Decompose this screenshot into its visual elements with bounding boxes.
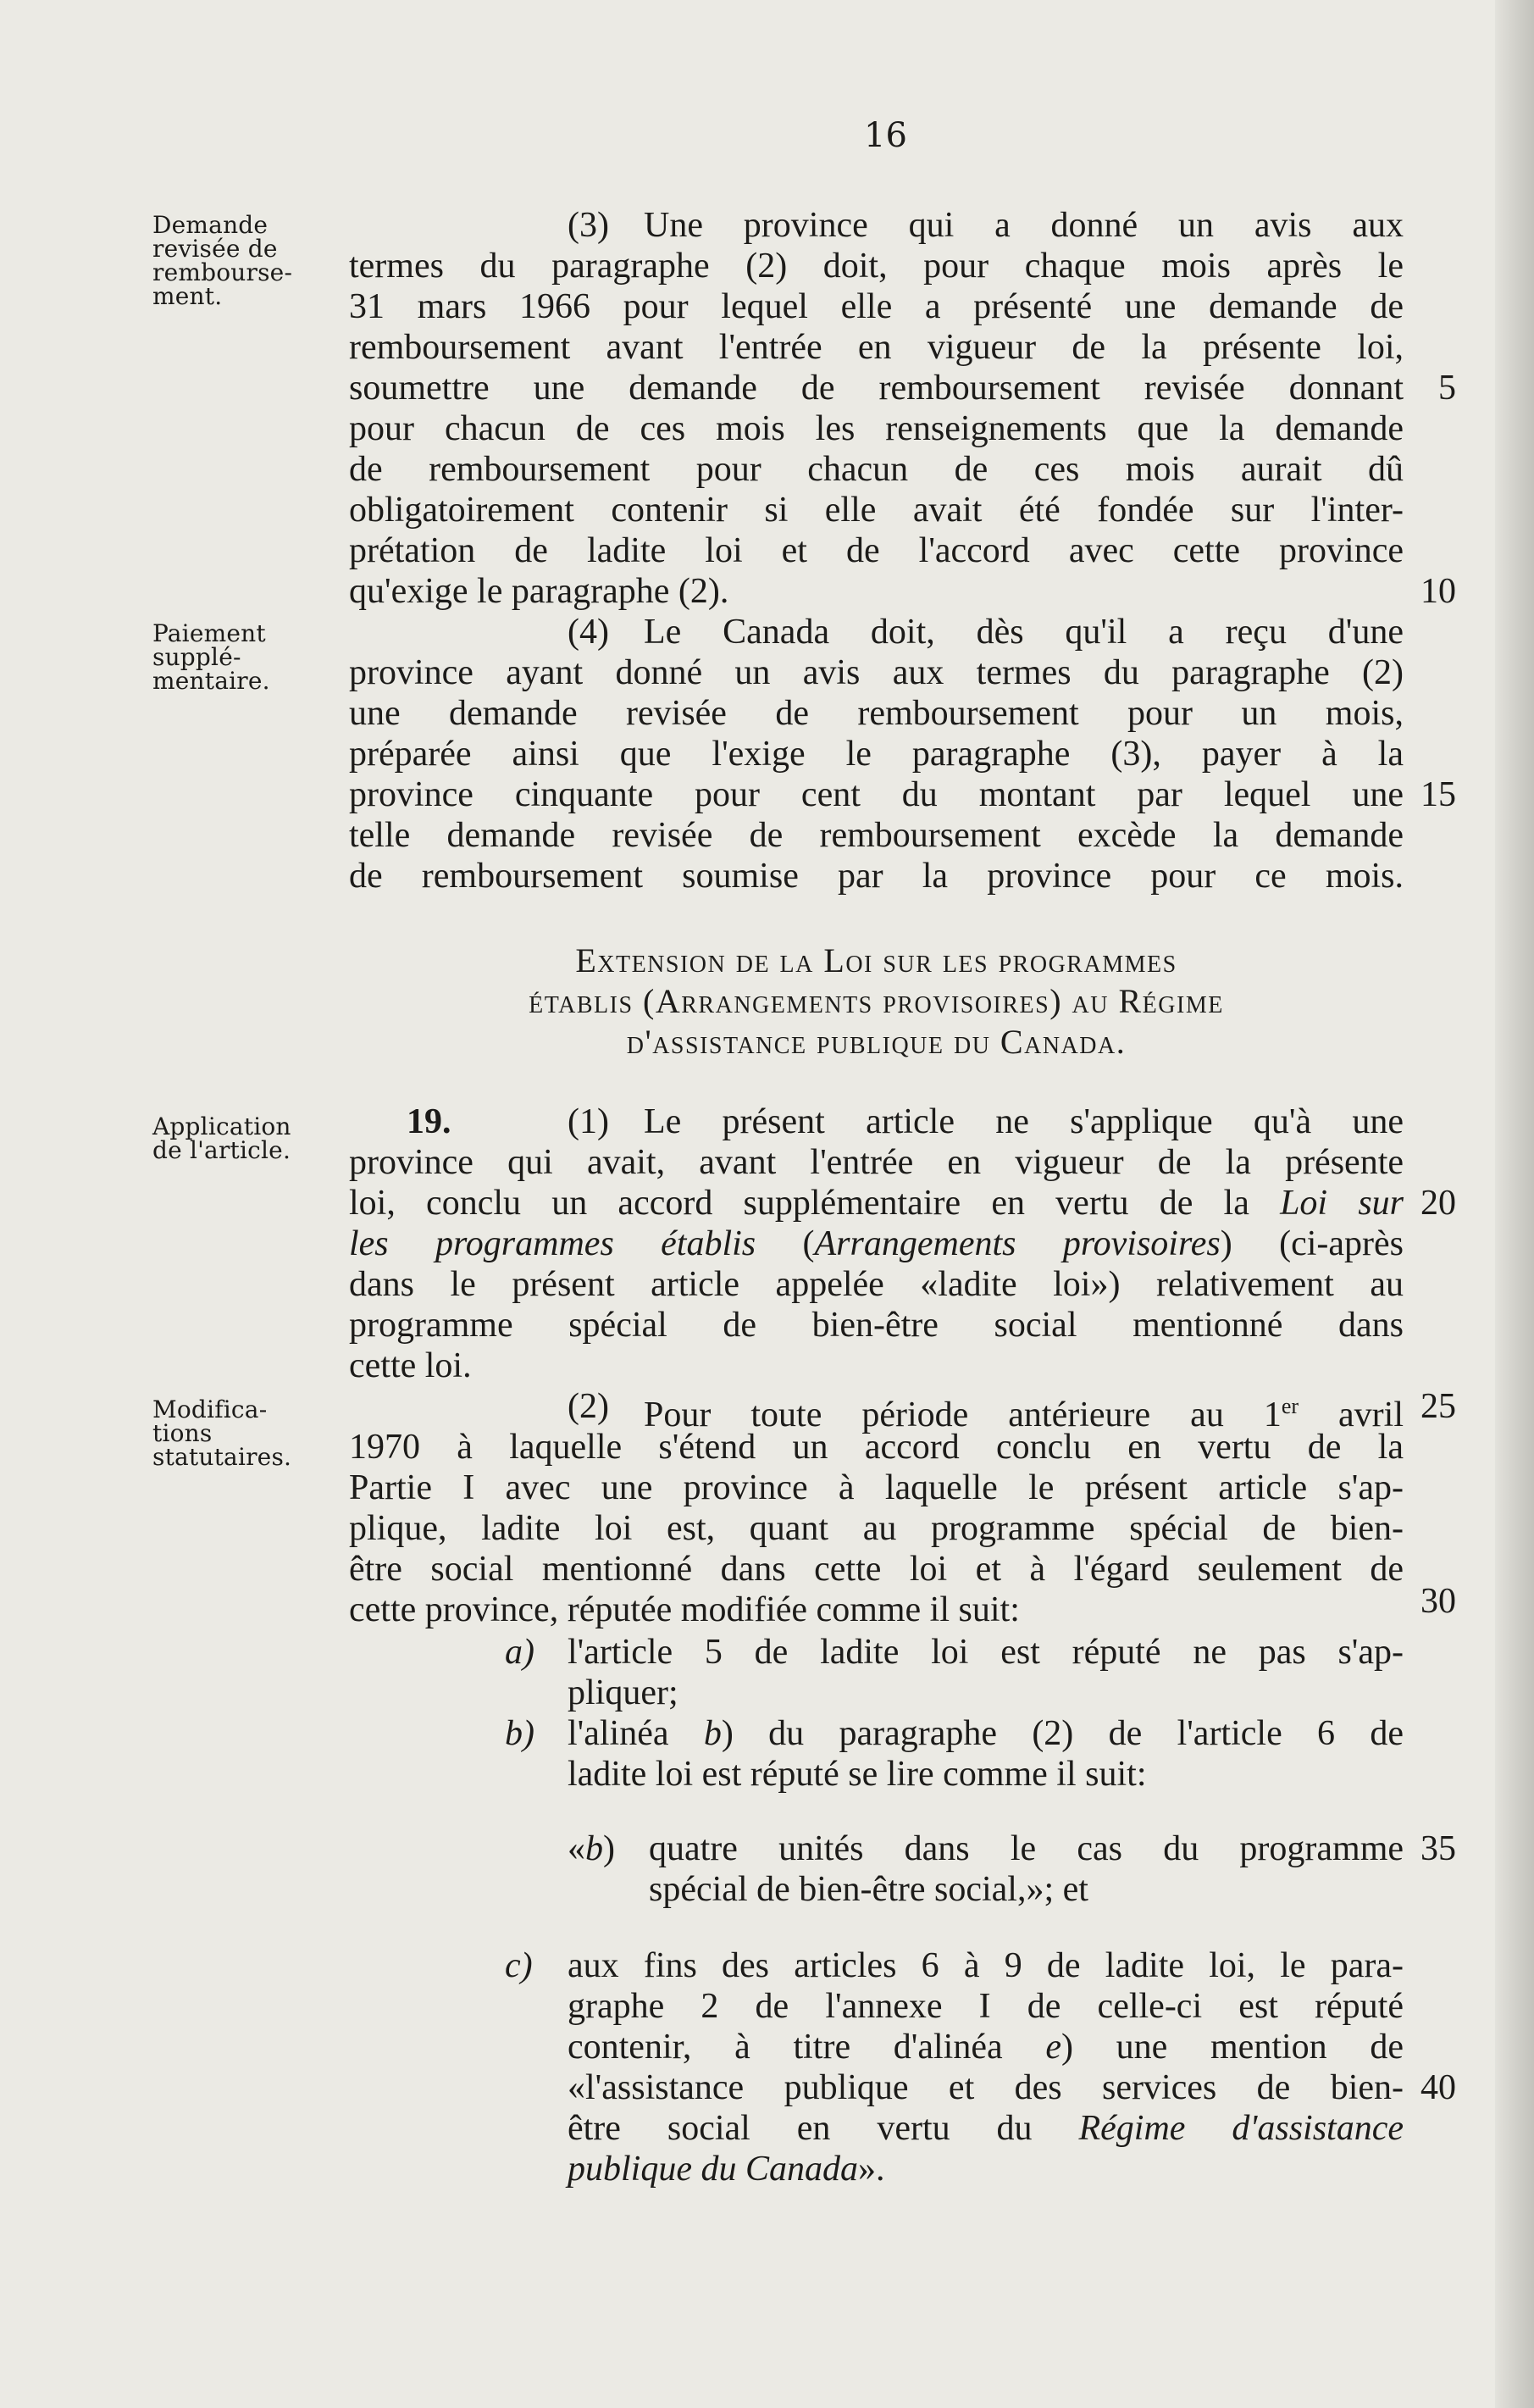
italic-span: Loi sur [1280,1184,1404,1223]
margin-note-line: mentaire. [152,667,270,695]
body-line: préparée ainsi que l'exige le paragraphe (3), payer à la [349,735,1404,774]
item-label: b) [505,1714,534,1753]
body-line: remboursement avant l'entrée en vigueur de la présente loi, [349,328,1404,367]
text-span: loi, conclu un accord supplémentaire en vertu de la [349,1184,1249,1223]
body-line: qu'exige le paragraphe (2). [349,572,729,611]
margin-note-line: Demande [152,211,269,239]
body-line: aux fins des articles 6 à 9 de ladite loi, le para- [568,1946,1404,1985]
text-span: ) du paragraphe (2) de l'article 6 de [721,1714,1404,1753]
margin-note-line: rembourse- [152,258,293,286]
item-label: c) [505,1946,533,1985]
italic-span: les programmes établis [349,1224,756,1263]
body-line [349,1183,1404,1223]
line-number: 35 [1420,1829,1456,1868]
line-number: 40 [1420,2068,1456,2107]
text-span: « [568,1829,585,1868]
body-line: cette province, réputée modifiée comme il suit: [349,1590,1020,1629]
text-span: être social en vertu du [568,2109,1033,2148]
page-number: 16 [864,116,907,155]
body-line: graphe 2 de l'annexe I de celle-ci est réputé [568,1987,1404,2026]
body-line: obligatoirement contenir si elle avait été fondée sur l'inter- [349,491,1404,530]
section-heading-line: établis (Arrangements provisoires) au Régime [529,982,1224,1020]
text-span: contenir, à titre d'alinéa [568,2028,1003,2067]
margin-note-supplementary-payment [152,619,305,695]
body-line: prétation de ladite loi et de l'accord avec cette province [349,531,1404,570]
body-line: être social mentionné dans cette loi et à l'égard seulement de [349,1550,1404,1589]
text-span: ) une mention de [1061,2028,1404,2067]
page-edge-shadow [1495,0,1534,2408]
body-line: telle demande revisée de remboursement excède la demande [349,816,1404,855]
body-line: soumettre une demande de remboursement revisée donnant [349,369,1404,408]
line-number: 15 [1420,775,1456,814]
body-line: une demande revisée de remboursement pour un mois, [349,694,1404,733]
body-line: dans le présent article appelée «ladite loi») relativement au [349,1265,1404,1304]
paragraph-label: (2) [568,1387,609,1426]
body-line: province qui avait, avant l'entrée en vigueur de la présente [349,1143,1404,1182]
line-number: 25 [1420,1387,1456,1426]
margin-note-application [152,1112,305,1164]
italic-span: Arrangements provisoires [814,1224,1221,1263]
body-line: «l'assistance publique et des services de bien- [568,2068,1404,2107]
line-number: 5 [1438,369,1456,408]
margin-note-line: statutaires. [152,1443,292,1471]
text-span: l'alinéa [568,1714,669,1753]
body-line [568,2027,1404,2067]
text-span: avril [1299,1395,1404,1434]
italic-span: b [585,1829,603,1868]
body-line: Le Canada doit, dès qu'il a reçu d'une [644,613,1404,652]
body-line: spécial de bien-être social,»; et [649,1870,1088,1909]
italic-span: e [1045,2028,1061,2067]
margin-note-line: revisée de [152,235,278,263]
item-label: a) [505,1633,534,1672]
margin-note-revised-claim [152,211,305,310]
margin-note-line: supplé- [152,643,241,671]
body-line: Une province qui a donné un avis aux [644,206,1404,245]
text-span: ) (ci-après [1220,1224,1404,1263]
margin-note-line: de l'article. [152,1136,291,1164]
margin-note-statutory-amendments [152,1395,305,1471]
section-heading-line: d'assistance publique du Canada. [626,1023,1127,1061]
italic-span: Régime d'assistance [1078,2109,1404,2148]
body-line: ladite loi est réputé se lire comme il suit: [568,1755,1147,1794]
paragraph-label: (4) [568,613,609,652]
margin-note-line: Application [152,1112,291,1140]
body-line: de remboursement pour chacun de ces mois aurait dû [349,450,1404,489]
line-number: 10 [1420,572,1456,611]
italic-span: publique du Canada [568,2150,858,2189]
body-line: termes du paragraphe (2) doit, pour chaque mois après le [349,247,1404,286]
text-span: ( [802,1224,815,1263]
body-line: pliquer; [568,1673,678,1712]
paragraph-label: (1) [568,1102,609,1141]
body-line: province cinquante pour cent du montant par lequel une [349,775,1404,814]
body-line [568,1713,1404,1754]
body-line [568,2108,1404,2149]
section-heading-line: Extension de la Loi sur les programmes [575,941,1177,979]
body-line: l'article 5 de ladite loi est réputé ne pas s'ap- [568,1633,1404,1672]
margin-note-line: tions [152,1419,213,1447]
body-line: pour chacun de ces mois les renseignements que la demande [349,409,1404,448]
body-line: programme spécial de bien-être social mentionné dans [349,1306,1404,1345]
body-line [349,1223,1404,1264]
text-span: ». [858,2150,885,2189]
body-line: de remboursement soumise par la province pour ce mois. [349,857,1404,896]
body-line: cette loi. [349,1346,472,1385]
section-number: 19. [407,1102,451,1141]
margin-note-line: ment. [152,282,223,310]
body-line: plique, ladite loi est, quant au programme spécial de bien- [349,1509,1404,1548]
body-line: quatre unités dans le cas du programme [649,1829,1404,1868]
body-line [568,2149,1404,2189]
body-line [644,1386,1404,1434]
paragraph-label: (3) [568,206,609,245]
margin-note-line: Paiement [152,619,266,647]
line-number: 30 [1420,1582,1456,1621]
quote-label [568,1828,615,1869]
body-line: 1970 à laquelle s'étend un accord conclu en vertu de la [349,1428,1404,1467]
margin-note-line: Modifica- [152,1395,268,1423]
text-span: Pour toute période antérieure au 1 [644,1395,1282,1434]
body-line: 31 mars 1966 pour lequel elle a présenté une demande de [349,287,1404,326]
superscript: er [1281,1394,1299,1418]
line-number: 20 [1420,1184,1456,1223]
text-span: ) [603,1829,615,1868]
body-line: Le présent article ne s'applique qu'à une [644,1102,1404,1141]
body-line: Partie I avec une province à laquelle le présent article s'ap- [349,1468,1404,1507]
body-line: province ayant donné un avis aux termes du paragraphe (2) [349,653,1404,692]
italic-span: b [703,1714,722,1753]
